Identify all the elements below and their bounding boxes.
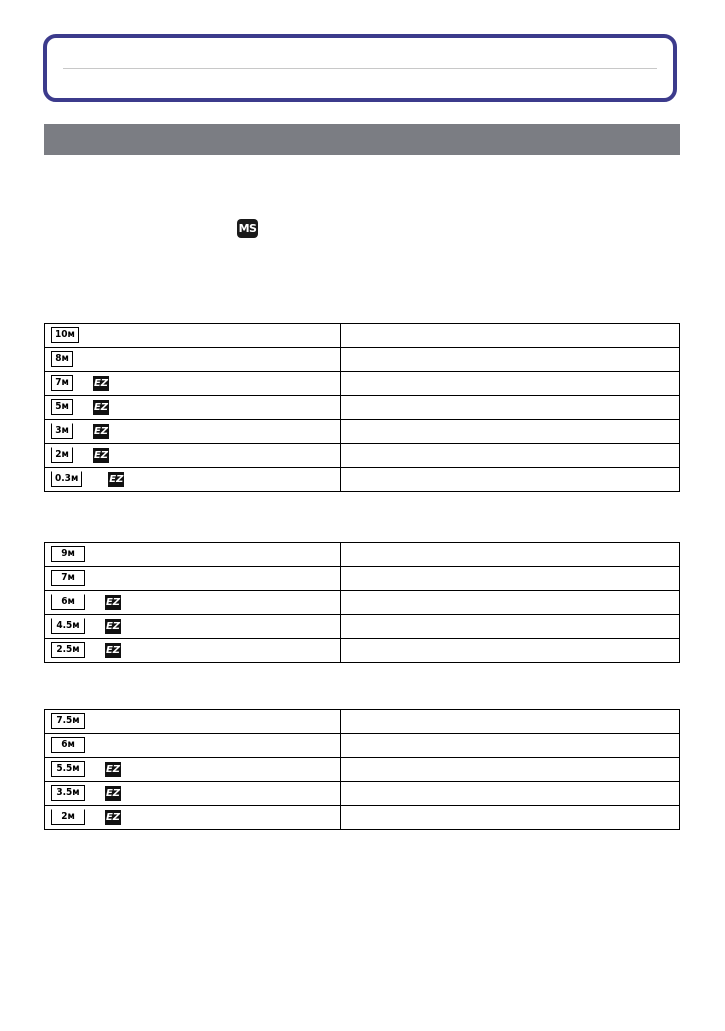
description-cell	[341, 543, 680, 567]
section-title-bar	[44, 124, 680, 155]
picture-size-icon: 0.3м	[51, 471, 82, 487]
table-row	[45, 639, 680, 663]
ez-zoom-icon: EZ	[105, 620, 121, 632]
size-cell	[45, 324, 341, 348]
description-cell	[341, 567, 680, 591]
description-cell	[341, 372, 680, 396]
description-cell	[341, 591, 680, 615]
size-cell	[45, 639, 341, 663]
picture-size-icon: 2м	[51, 447, 73, 463]
picture-size-table-3-2	[44, 542, 680, 663]
description-cell	[341, 348, 680, 372]
header-divider	[63, 68, 657, 69]
table-row	[45, 444, 680, 468]
picture-size-icon: 2.5м	[51, 642, 85, 658]
size-cell	[45, 615, 341, 639]
size-cell	[45, 543, 341, 567]
size-cell	[45, 806, 341, 830]
ms-badge-icon: MS	[237, 219, 258, 238]
ez-zoom-icon: EZ	[93, 377, 109, 389]
size-cell	[45, 782, 341, 806]
size-cell	[45, 372, 341, 396]
description-cell	[341, 710, 680, 734]
picture-size-icon: 5м	[51, 399, 73, 415]
size-cell	[45, 348, 341, 372]
size-cell	[45, 710, 341, 734]
picture-size-icon: 9м	[51, 546, 85, 562]
description-cell	[341, 468, 680, 492]
picture-size-icon: 4.5м	[51, 618, 85, 634]
size-cell	[45, 444, 341, 468]
table-row	[45, 543, 680, 567]
table-row	[45, 710, 680, 734]
size-cell	[45, 396, 341, 420]
table-row	[45, 782, 680, 806]
picture-size-icon: 2м	[51, 809, 85, 825]
size-cell	[45, 591, 341, 615]
description-cell	[341, 782, 680, 806]
table-row	[45, 567, 680, 591]
picture-size-icon: 10м	[51, 327, 79, 343]
description-cell	[341, 444, 680, 468]
description-cell	[341, 639, 680, 663]
picture-size-icon: 6м	[51, 737, 85, 753]
table-row	[45, 348, 680, 372]
table-row	[45, 420, 680, 444]
picture-size-icon: 8м	[51, 351, 73, 367]
description-cell	[341, 734, 680, 758]
description-cell	[341, 615, 680, 639]
description-cell	[341, 420, 680, 444]
picture-size-icon: 7.5м	[51, 713, 85, 729]
description-cell	[341, 806, 680, 830]
description-cell	[341, 324, 680, 348]
chapter-header-box	[43, 34, 677, 102]
description-cell	[341, 396, 680, 420]
description-cell	[341, 758, 680, 782]
ez-zoom-icon: EZ	[93, 401, 109, 413]
ez-zoom-icon: EZ	[105, 596, 121, 608]
table-row	[45, 396, 680, 420]
table-row	[45, 758, 680, 782]
picture-size-table-16-9	[44, 709, 680, 830]
picture-size-icon: 5.5м	[51, 761, 85, 777]
picture-size-icon: 7м	[51, 375, 73, 391]
ez-zoom-icon: EZ	[105, 787, 121, 799]
ez-zoom-icon: EZ	[109, 473, 124, 485]
table-row	[45, 324, 680, 348]
ez-zoom-icon: EZ	[105, 644, 121, 656]
size-cell	[45, 420, 341, 444]
size-cell	[45, 567, 341, 591]
size-cell	[45, 734, 341, 758]
size-cell	[45, 468, 341, 492]
picture-size-icon: 3.5м	[51, 785, 85, 801]
ez-zoom-icon: EZ	[105, 811, 121, 823]
ez-zoom-icon: EZ	[93, 425, 109, 437]
size-cell	[45, 758, 341, 782]
picture-size-icon: 6м	[51, 594, 85, 610]
table-row	[45, 734, 680, 758]
table-row	[45, 806, 680, 830]
table-row	[45, 615, 680, 639]
picture-size-table-4-3	[44, 323, 680, 492]
table-row	[45, 468, 680, 492]
picture-size-icon: 7м	[51, 570, 85, 586]
ez-zoom-icon: EZ	[105, 763, 121, 775]
picture-size-icon: 3м	[51, 423, 73, 439]
ez-zoom-icon: EZ	[93, 449, 109, 461]
table-row	[45, 372, 680, 396]
table-row	[45, 591, 680, 615]
